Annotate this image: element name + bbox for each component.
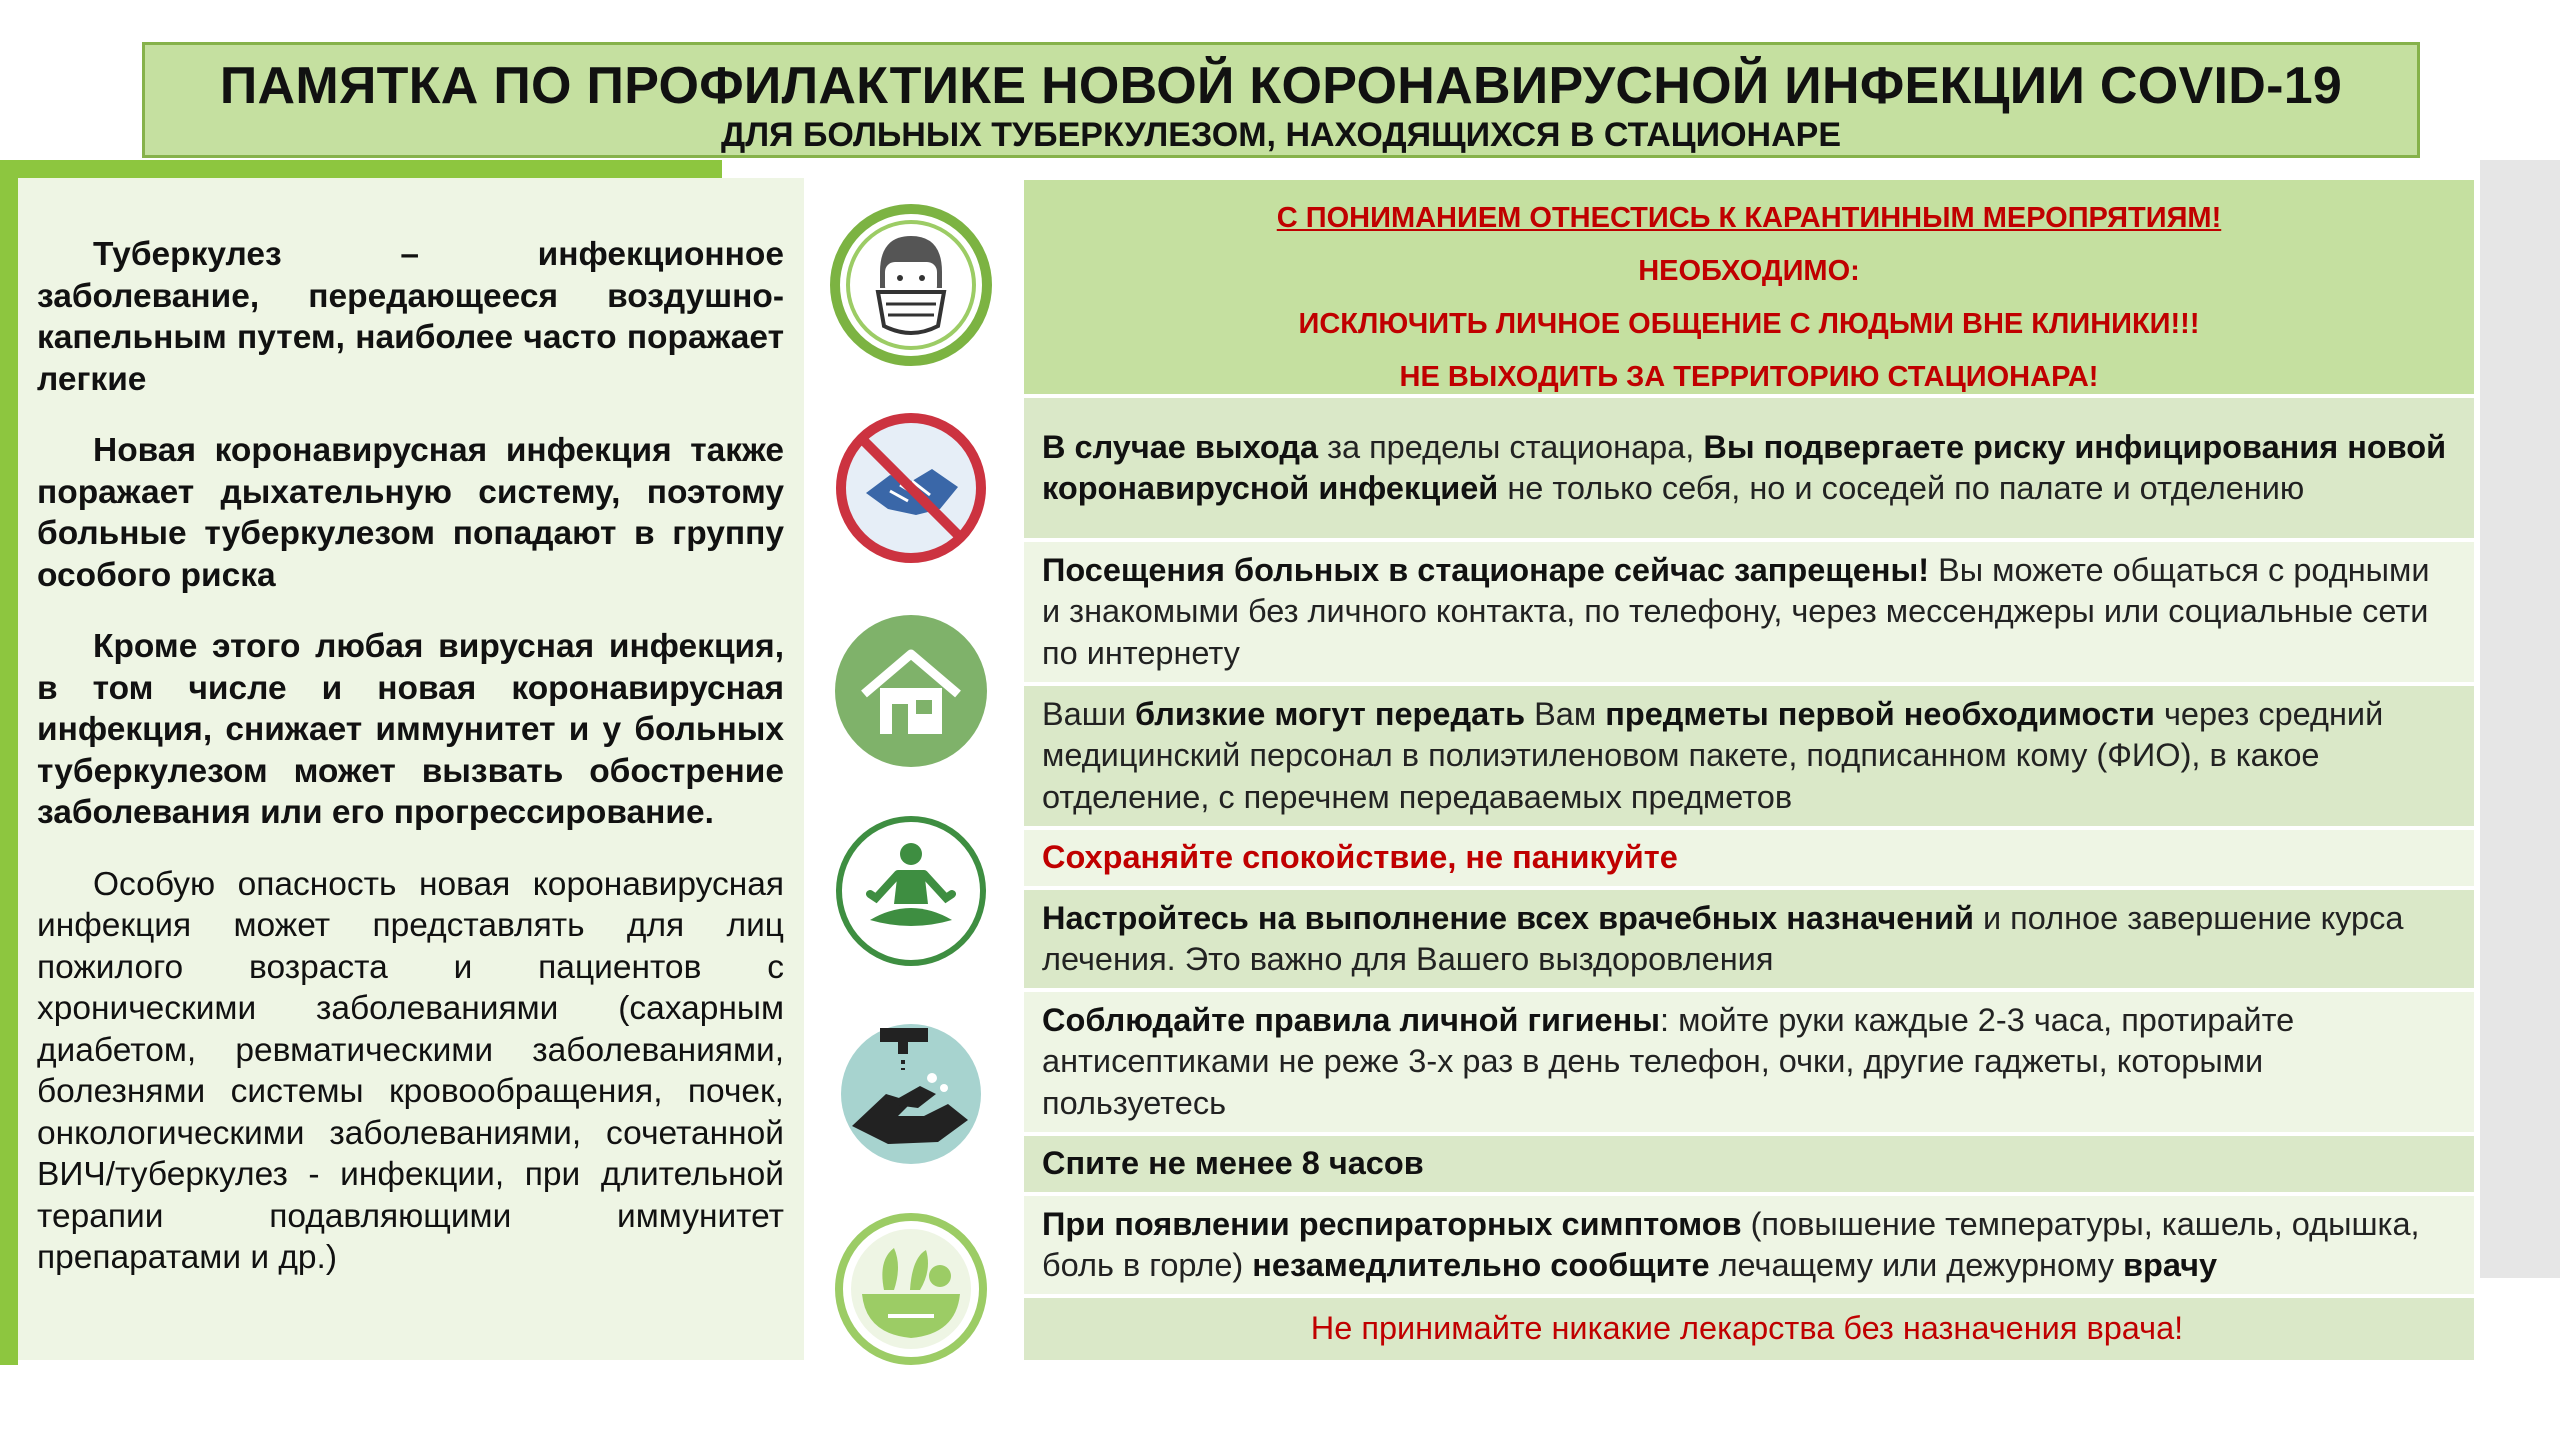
left-info-panel	[18, 178, 804, 1360]
header-banner	[142, 42, 2420, 158]
green-accent-bar	[0, 160, 722, 180]
gray-side-bar	[2480, 160, 2560, 1278]
paragraph-immunity: Кроме этого любая вирусная инфекция, в том числе и новая коронавирусная инфекция, снижает иммунитет и у больных туберкулезом может вызвать обострение заболевания или его прогрессирование.	[37, 628, 784, 831]
page-subtitle: ДЛЯ БОЛЬНЫХ ТУБЕРКУЛЕЗОМ, НАХОДЯЩИХСЯ В СТАЦИОНАРЕ	[720, 116, 1841, 154]
meditation-icon	[828, 808, 994, 974]
rule-leaving-risk: В случае выхода за пределы стационара, Вы подвергаете риску инфицирования новой коронавирусной инфекцией не только себя, но и соседей по палате и отделению	[1024, 398, 2474, 538]
rule-relatives-parcels: Ваши близкие могут передать Вам предметы первой необходимости через средний медицинский персонал в полиэтиленовом пакете, подписанном кому (ФИО), в какое отделение, с перечнем передаваемых предметов	[1024, 686, 2474, 826]
rule-follow-treatment: Настройтесь на выполнение всех врачебных назначений и полное завершение курса лечения. Это важно для Вашего выздоровления	[1024, 890, 2474, 988]
alert-required: НЕОБХОДИМО:	[1638, 255, 1860, 287]
alert-quarantine: С ПОНИМАНИЕМ ОТНЕСТИСЬ К КАРАНТИННЫМ МЕРОПРЯТИЯМ!	[1276, 202, 2222, 234]
rule-stay-calm: Сохраняйте спокойствие, не паникуйте	[1024, 830, 2474, 886]
alert-no-leaving: НЕ ВЫХОДИТЬ ЗА ТЕРРИТОРИЮ СТАЦИОНАРА!	[1399, 361, 2099, 393]
hand-washing-icon	[828, 1008, 994, 1174]
rule-personal-hygiene: Соблюдайте правила личной гигиены: мойте руки каждые 2-3 часа, протирайте антисептиками не реже 3-х раз в день телефон, очки, другие гаджеты, которыми пользуетесь	[1024, 992, 2474, 1132]
rule-visits-forbidden: Посещения больных в стационаре сейчас запрещены! Вы можете общаться с родными и знакомыми без личного контакта, по телефону, через мессенджеры или социальные сети по интернету	[1024, 542, 2474, 682]
no-handshake-icon	[828, 405, 994, 571]
quarantine-alert-box	[1024, 180, 2474, 394]
stay-home-icon	[828, 608, 994, 774]
rule-no-self-medication: Не принимайте никакие лекарства без назначения врача!	[1024, 1298, 2474, 1360]
paragraph-tuberculosis: Туберкулез – инфекционное заболевание, передающееся воздушно-капельным путем, наиболее часто поражает легкие	[37, 236, 784, 398]
rule-sleep: Спите не менее 8 часов	[1024, 1136, 2474, 1192]
rule-respiratory-symptoms: При появлении респираторных симптомов (повышение температуры, кашель, одышка, боль в горле) незамедлительно сообщите лечащему или дежурному врачу	[1024, 1196, 2474, 1294]
face-mask-icon	[828, 202, 994, 368]
alert-no-contact: ИСКЛЮЧИТЬ ЛИЧНОЕ ОБЩЕНИЕ С ЛЮДЬМИ ВНЕ КЛИНИКИ!!!	[1298, 308, 2200, 340]
paragraph-coronavirus: Новая коронавирусная инфекция также поражает дыхательную систему, поэтому больные туберкулезом попадают в группу особого риска	[37, 432, 784, 594]
paragraph-risk-groups: Особую опасность новая коронавирусная инфекция может представлять для лиц пожилого возраста и пациентов с хроническими заболеваниями (сахарным диабетом, ревматическими заболеваниями, болезнями системы кровообращения, почек, онкологическими заболеваниями, сочетанной ВИЧ/туберкулез - инфекции, при длительной терапии подавляющими иммунитет препаратами и др.)	[37, 865, 784, 1276]
green-side-bar	[0, 160, 18, 1365]
page-title: ПАМЯТКА ПО ПРОФИЛАКТИКЕ НОВОЙ КОРОНАВИРУСНОЙ ИНФЕКЦИИ COVID-19	[219, 57, 2343, 115]
healthy-food-icon	[828, 1206, 994, 1372]
